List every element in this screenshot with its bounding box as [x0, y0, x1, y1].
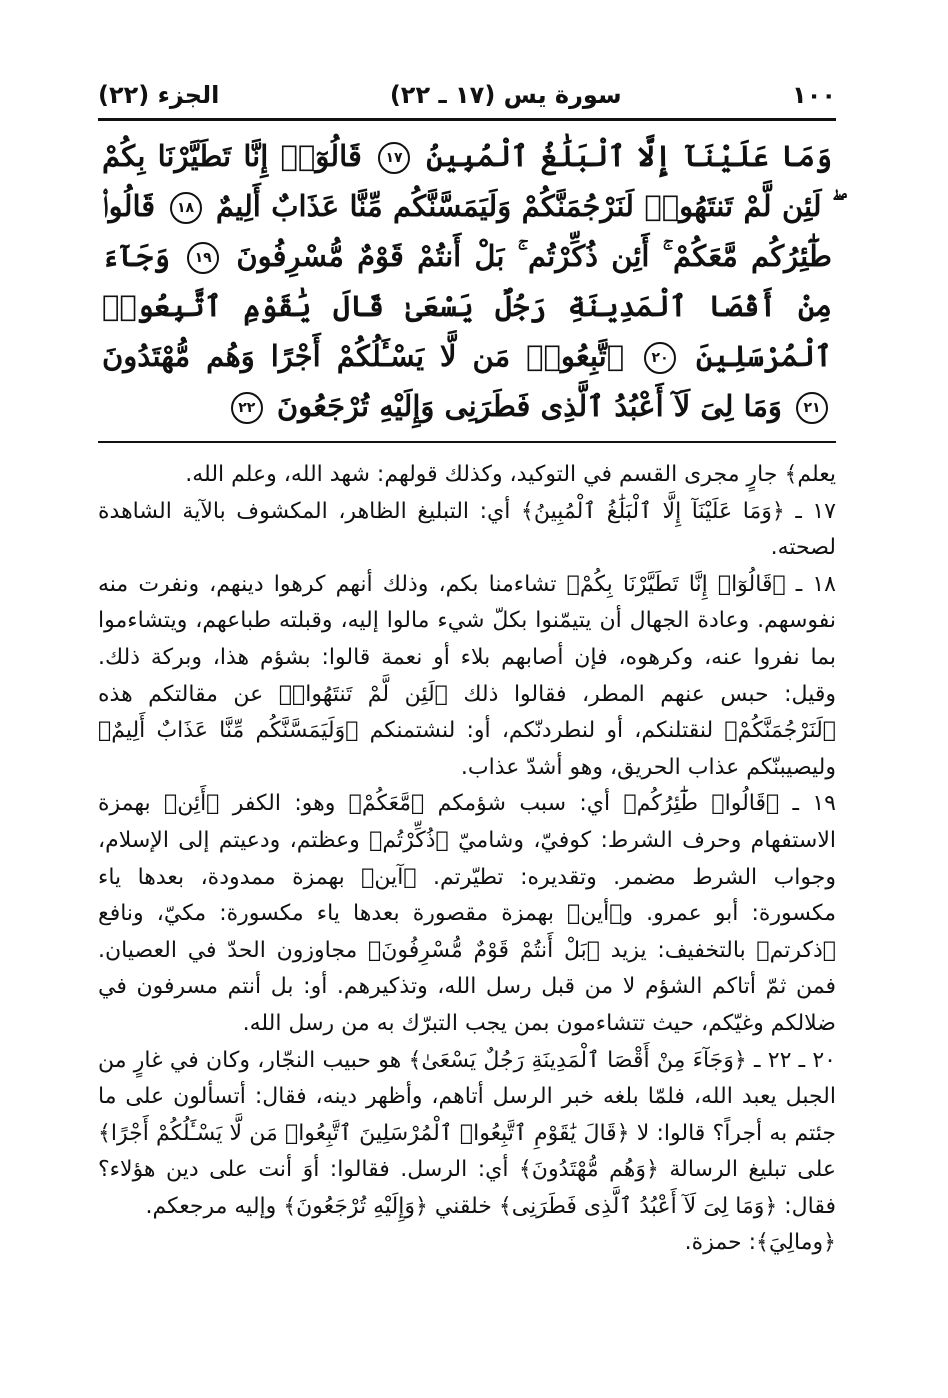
verse-number-marker: ١٧	[378, 142, 410, 174]
juz-label: الجزء (٢٢)	[98, 81, 220, 109]
commentary	[98, 443, 836, 1262]
verse-text: وَمَا لِىَ لَآ أَعْبُدُ ٱلَّذِى فَطَرَنِى وَإِلَيْهِ تُرْجَعُونَ	[276, 389, 782, 423]
commentary-paragraph: يعلم﴾ جارٍ مجرى القسم في التوكيد، وكذلك قولهم: شهد الله، وعلم الله.	[185, 462, 836, 487]
commentary-paragraph: ١٨ ـ ﴿قَالُوٓا۟ إِنَّا تَطَيَّرْنَا بِكُمْ﴾ تشاءمنا بكم، وذلك أنهم كرهوا دينهم، ونفرت منه نفوسهم. وعادة الجهال أن يتيمّنوا بكلّ شيء مالوا إليه، وقبلته طباعهم، ويتشاءموا بما نفروا عنه، وكرهوه، فإن أصابهم بلاء أو نعمة قالوا: بشؤم هذا، وبركة ذلك. وقيل: حبس عنهم المطر، فقالوا ذلك ﴿لَئِن لَّمْ تَنتَهُوا۟﴾ عن مقالتكم هذه ﴿لَنَرْجُمَنَّكُمْ﴾ لنقتلنكم، أو لنطردنّكم، أو: لنشتمنكم ﴿وَلَيَمَسَّنَّكُم مِّنَّا عَذَابٌ أَلِيمٌ﴾ وليصيبنّكم عذاب الحريق، وهو أشدّ عذاب.	[98, 571, 836, 780]
verse-number-marker: ٢٢	[231, 392, 263, 424]
commentary-paragraph: ﴿ومالِيَ﴾: حمزة.	[684, 1230, 836, 1256]
verse-number-marker: ٢٠	[644, 342, 676, 374]
commentary-paragraph: ١٧ ـ ﴿وَمَا عَلَيْنَآ إِلَّا ٱلْبَلَٰغُ ٱلْمُبِينُ﴾ أي: التبليغ الظاهر، المكشوف بالآية الشاهدة لصحته.	[98, 498, 836, 561]
quran-verses	[98, 121, 836, 437]
commentary-paragraph: ٢٠ ـ ٢٢ ـ ﴿وَجَآءَ مِنْ أَقْصَا ٱلْمَدِينَةِ رَجُلٌ يَسْعَىٰ﴾ هو حبيب النجّار، وكان في غارٍ من الجبل يعبد الله، فلمّا بلغه خبر الرسل أتاهم، وأظهر دينه، فقال: أتسألون على ما جئتم به أجراً؟ قالوا: لا ﴿قَالَ يَٰقَوْمِ ٱتَّبِعُوا۟ ٱلْمُرْسَلِينَ ٱتَّبِعُوا۟ مَن لَّا يَسْـَٔلُكُمْ أَجْرًا﴾ على تبليغ الرسالة ﴿وَهُم مُّهْتَدُونَ﴾ أي: الرسل. فقالوا: أوَ أنت على دين هؤلاء؟ فقال: ﴿وَمَا لِىَ لَآ أَعْبُدُ ٱلَّذِى فَطَرَنِى﴾ خلقني ﴿وَإِلَيْهِ تُرْجَعُونَ﴾ وإليه مرجعكم.	[98, 1047, 836, 1219]
running-header	[98, 78, 836, 118]
verse-text: وَمَا عَلَيْنَآ إِلَّا ٱلْبَلَٰغُ ٱلْمُبِينُ	[426, 139, 832, 173]
surah-title: سورة يس (١٧ ـ ٢٢)	[389, 81, 622, 109]
page-number: ١٠٠	[792, 81, 836, 109]
verse-number-marker: ٢١	[796, 392, 828, 424]
verse-text: قَالُوٓا۟ إِنَّا تَطَيَّرْنَا بِكُمْ ۖ لَئِن لَّمْ تَنتَهُوا۟ لَنَرْجُمَنَّكُمْ وَلَيَمَسَّنَّكُم مِّنَّا عَذَابٌ أَلِيمٌ	[102, 139, 832, 223]
commentary-paragraph: ١٩ ـ ﴿قَالُوا۟ طَٰٓئِرُكُم﴾ أي: سبب شؤمكم ﴿مَّعَكُمْ﴾ وهو: الكفر ﴿أَئِن﴾ بهمزة الاستفهام وحرف الشرط: كوفيّ، وشاميّ ﴿ذُكِّرْتُم﴾ وعظتم، ودعيتم إلى الإسلام، وجواب الشرط مضمر. وتقديره: تطيّرتم. ﴿آين﴾ بهمزة ممدودة، بعدها ياء مكسورة: أبو عمرو. و﴿أين﴾ بهمزة مقصورة بعدها ياء مكسورة: مكيّ، ونافع ﴿ذكرتم﴾ بالتخفيف: يزيد ﴿بَلْ أَنتُمْ قَوْمٌ مُّسْرِفُونَ﴾ مجاوزون الحدّ في العصيان. فمن ثمّ أتاكم الشؤم لا من قبل رسل الله، وتذكيرهم. أو: بل أنتم مسرفون في ضلالكم وغيّكم، حيث تتشاءمون بمن يجب التبرّك به من رسل الله.	[98, 791, 836, 1036]
verse-text: وَجَآءَ مِنْ أَقْصَا ٱلْمَدِينَةِ رَجُلٌ يَسْعَىٰ قَالَ يَٰقَوْمِ ٱتَّبِعُوا۟ ٱلْمُرْسَلِينَ	[102, 239, 832, 373]
verse-number-marker: ١٩	[187, 242, 219, 274]
verse-text: قَالُوا۟ طَٰٓئِرُكُم مَّعَكُمْ ۚ أَئِن ذُكِّرْتُم ۚ بَلْ أَنتُمْ قَوْمٌ مُّسْرِفُونَ	[102, 189, 832, 273]
page	[98, 78, 836, 1262]
verse-text: ٱتَّبِعُوا۟ مَن لَّا يَسْـَٔلُكُمْ أَجْرًا وَهُم مُّهْتَدُونَ	[102, 339, 625, 373]
verse-number-marker: ١٨	[170, 192, 202, 224]
